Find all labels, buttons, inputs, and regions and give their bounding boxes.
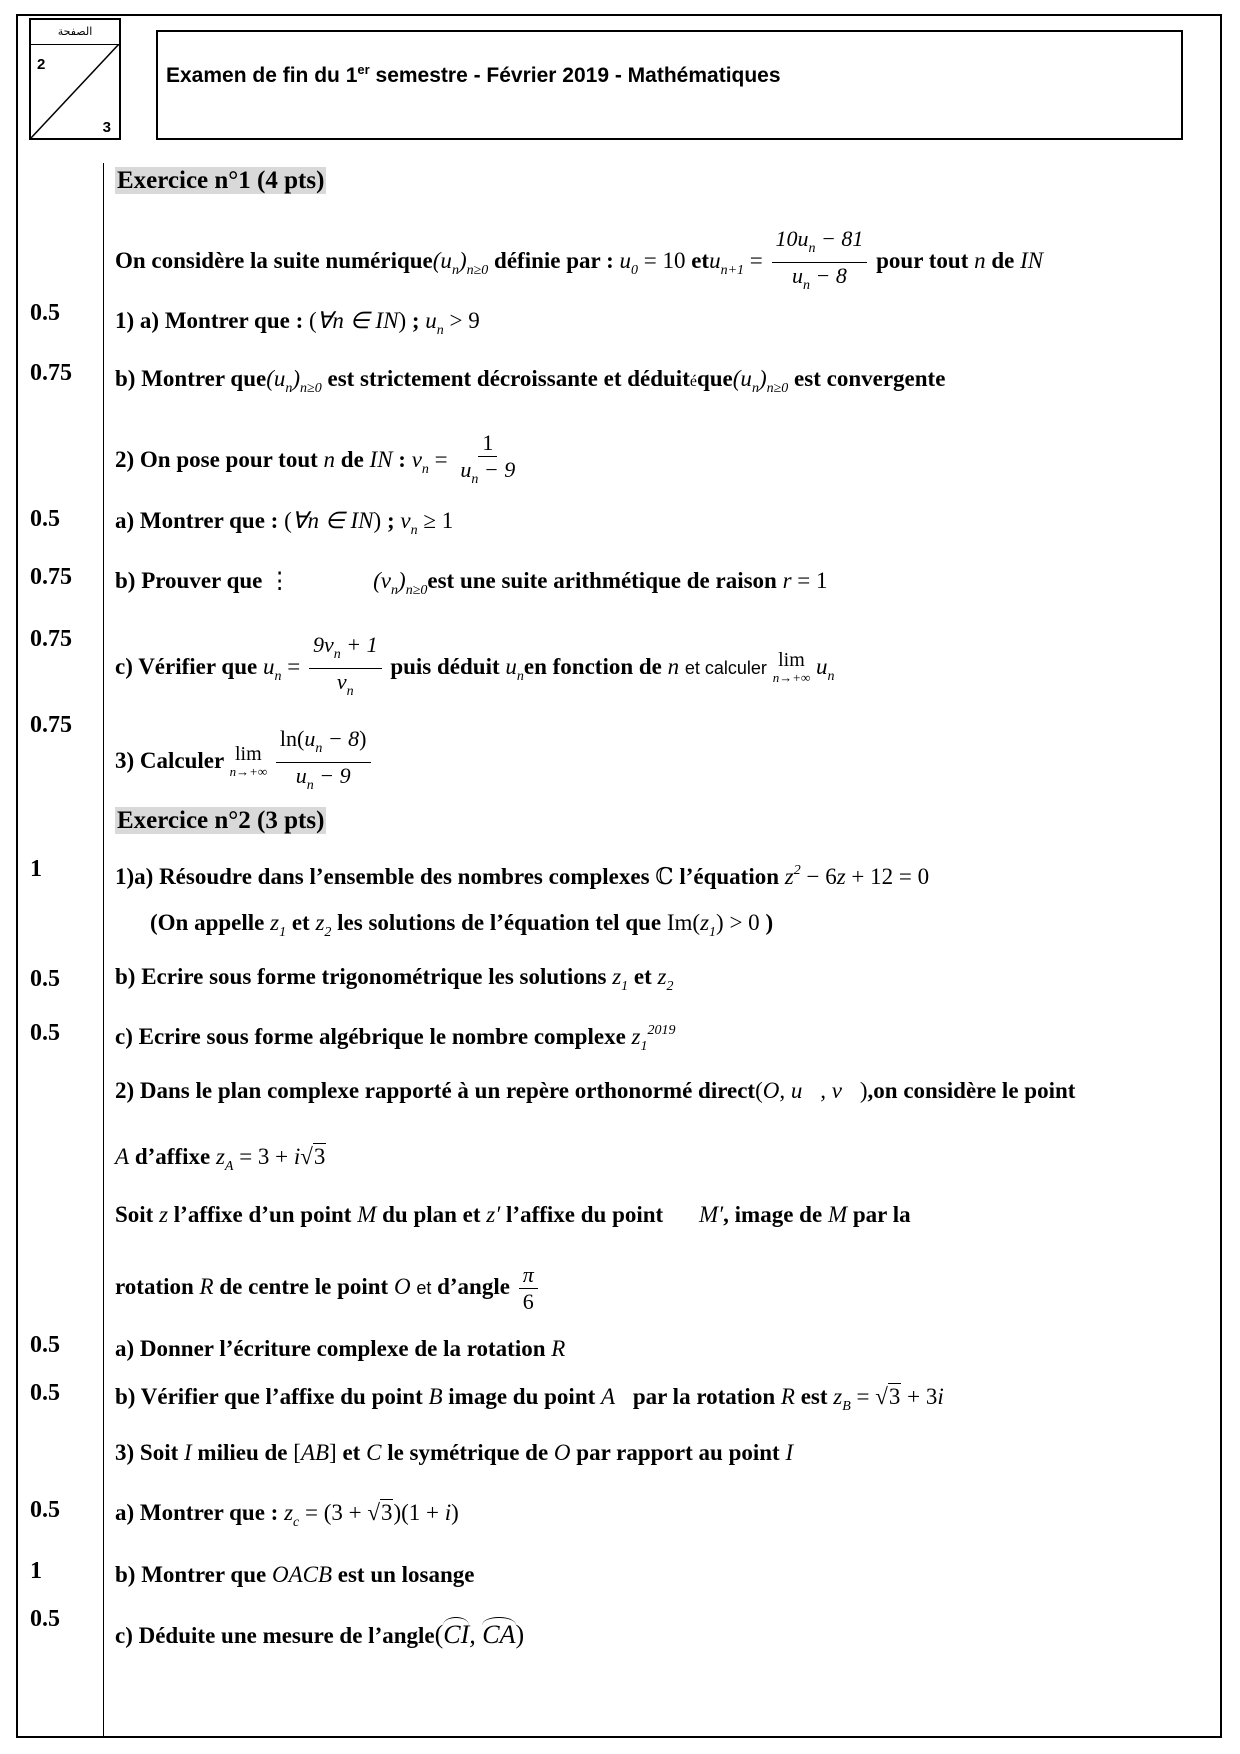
page-label: الصفحة bbox=[31, 20, 119, 45]
ex2-q2: 2) Dans le plan complexe rapporté à un repère orthonormé direct(O, u⃗, v⃗),on considère le point bbox=[115, 1078, 1076, 1103]
ex2-q1a: 1)a) Résoudre dans l’ensemble des nombres complexes ℂ l’équation $z^2 - 6z + 12 = 0$ bbox=[115, 863, 930, 889]
exercise2-title: Exercice n°2 (3 pts) bbox=[117, 807, 325, 834]
ex2-q3b: b) Montrer que OACB est un losange bbox=[115, 1562, 475, 1587]
mark: 0.75 bbox=[30, 712, 72, 738]
mark: 0.5 bbox=[30, 300, 60, 326]
ex2-q3: 3) Soit I milieu de [AB] et C le symétrique de O par rapport au point I bbox=[115, 1440, 794, 1465]
current-page: 2 bbox=[37, 56, 46, 73]
page-indicator bbox=[29, 18, 121, 140]
ex1-q1a: 1) a) Montrer que : (∀n ∈ IN) ; $u_n > 9$ bbox=[115, 308, 480, 338]
mark: 0.5 bbox=[30, 1606, 60, 1632]
exercise1-intro: On considère la suite $numérique(u_n)_{n\ge 0}$ définie par : $u_0 = 10$ etu$_{n+1}$ = $\frac{10u_n - 81}{u_n - 8}$ pour tout n de IN bbox=[115, 226, 1044, 293]
ex1-q2a: a) Montrer que : (∀n ∈ IN) ; $v_n \ge 1$ bbox=[115, 508, 454, 538]
mark: 0.75 bbox=[30, 564, 72, 590]
exam-title: Examen de fin du 1er semestre - Février 2019 - Mathématiques bbox=[166, 62, 781, 87]
mark: 0.5 bbox=[30, 1332, 60, 1358]
ex1-q2b: b) Prouver que ⋮ $(v_n)_{n\ge 0}est$ une suite arithmétique de raison r = 1 bbox=[115, 568, 828, 598]
ex1-q2: 2) On pose pour tout n de IN : $v_n$ = $\frac{1}{u_n - 9}$ bbox=[115, 430, 516, 487]
mark: 1 bbox=[30, 856, 42, 882]
mark: 0.75 bbox=[30, 626, 72, 652]
margin-divider bbox=[103, 163, 104, 1738]
mark: 1 bbox=[30, 1558, 42, 1584]
ex2-q1b: b) Ecrire sous forme trigonométrique les solutions $z_1$ et $z_2$ bbox=[115, 964, 674, 994]
ex2-q2a: a) Donner l’écriture complexe de la rotation R bbox=[115, 1336, 566, 1361]
ex2-q1c: c) Ecrire sous forme algébrique le nombre complexe $z_1^{2019}$ bbox=[115, 1023, 676, 1054]
exercise1-title: Exercice n°1 (4 pts) bbox=[117, 167, 325, 194]
ex1-q3: 3) Calculer lim n→+∞ $\frac{\ln(u_n - 8)}{u_n - 9}$ bbox=[115, 726, 1212, 799]
mark: 0.5 bbox=[30, 1380, 60, 1406]
ex2-q1a-note: (On appelle $z_1$ et $z_2$ les solutions de l’équation tel que $Im(z_1) > 0$ ) bbox=[150, 910, 774, 940]
ex1-q1b: b) Montrer $que(u_n)_{n\ge 0}$ est strictement décroissante et $déduitéque(u_n)_{n\ge 0}$ est convergente bbox=[115, 366, 946, 396]
mark: 0.5 bbox=[30, 1020, 60, 1046]
ex2-q2-rotation: rotation R de centre le point O et d’angle $\frac{\pi}{6}$ bbox=[115, 1262, 1212, 1315]
ex2-q3a: a) Montrer que : $z_c = (3 + √3)(1 + i)$ bbox=[115, 1500, 459, 1530]
ex2-q2-soit: Soit z l’affixe d’un point M du plan et z′ l’affixe du point M′, image de M par la bbox=[115, 1202, 911, 1227]
mark: 0.5 bbox=[30, 966, 60, 992]
mark: 0.5 bbox=[30, 1497, 60, 1523]
ex1-q2c: c) Vérifier que $u_n$ = $\frac{9v_n + 1}{v_n}$ puis déduit $u_nen$ fonction de n et calculer lim n→+∞ $u_n$ bbox=[115, 632, 835, 699]
ex2-q3c: c) Déduite une mesure de l’angle(CI, CA) bbox=[115, 1620, 1212, 1651]
mark: 0.5 bbox=[30, 506, 60, 532]
ex2-q2b: b) Vérifier que l’affixe du point B image du point A par la rotation R est $z_B = √3 + 3i$ bbox=[115, 1384, 944, 1414]
total-pages: 3 bbox=[102, 119, 111, 136]
exam-header bbox=[156, 30, 1183, 140]
ex2-q2-point: A d’affixe $z_A = 3 + i√3$ bbox=[115, 1144, 326, 1174]
mark: 0.75 bbox=[30, 360, 72, 386]
